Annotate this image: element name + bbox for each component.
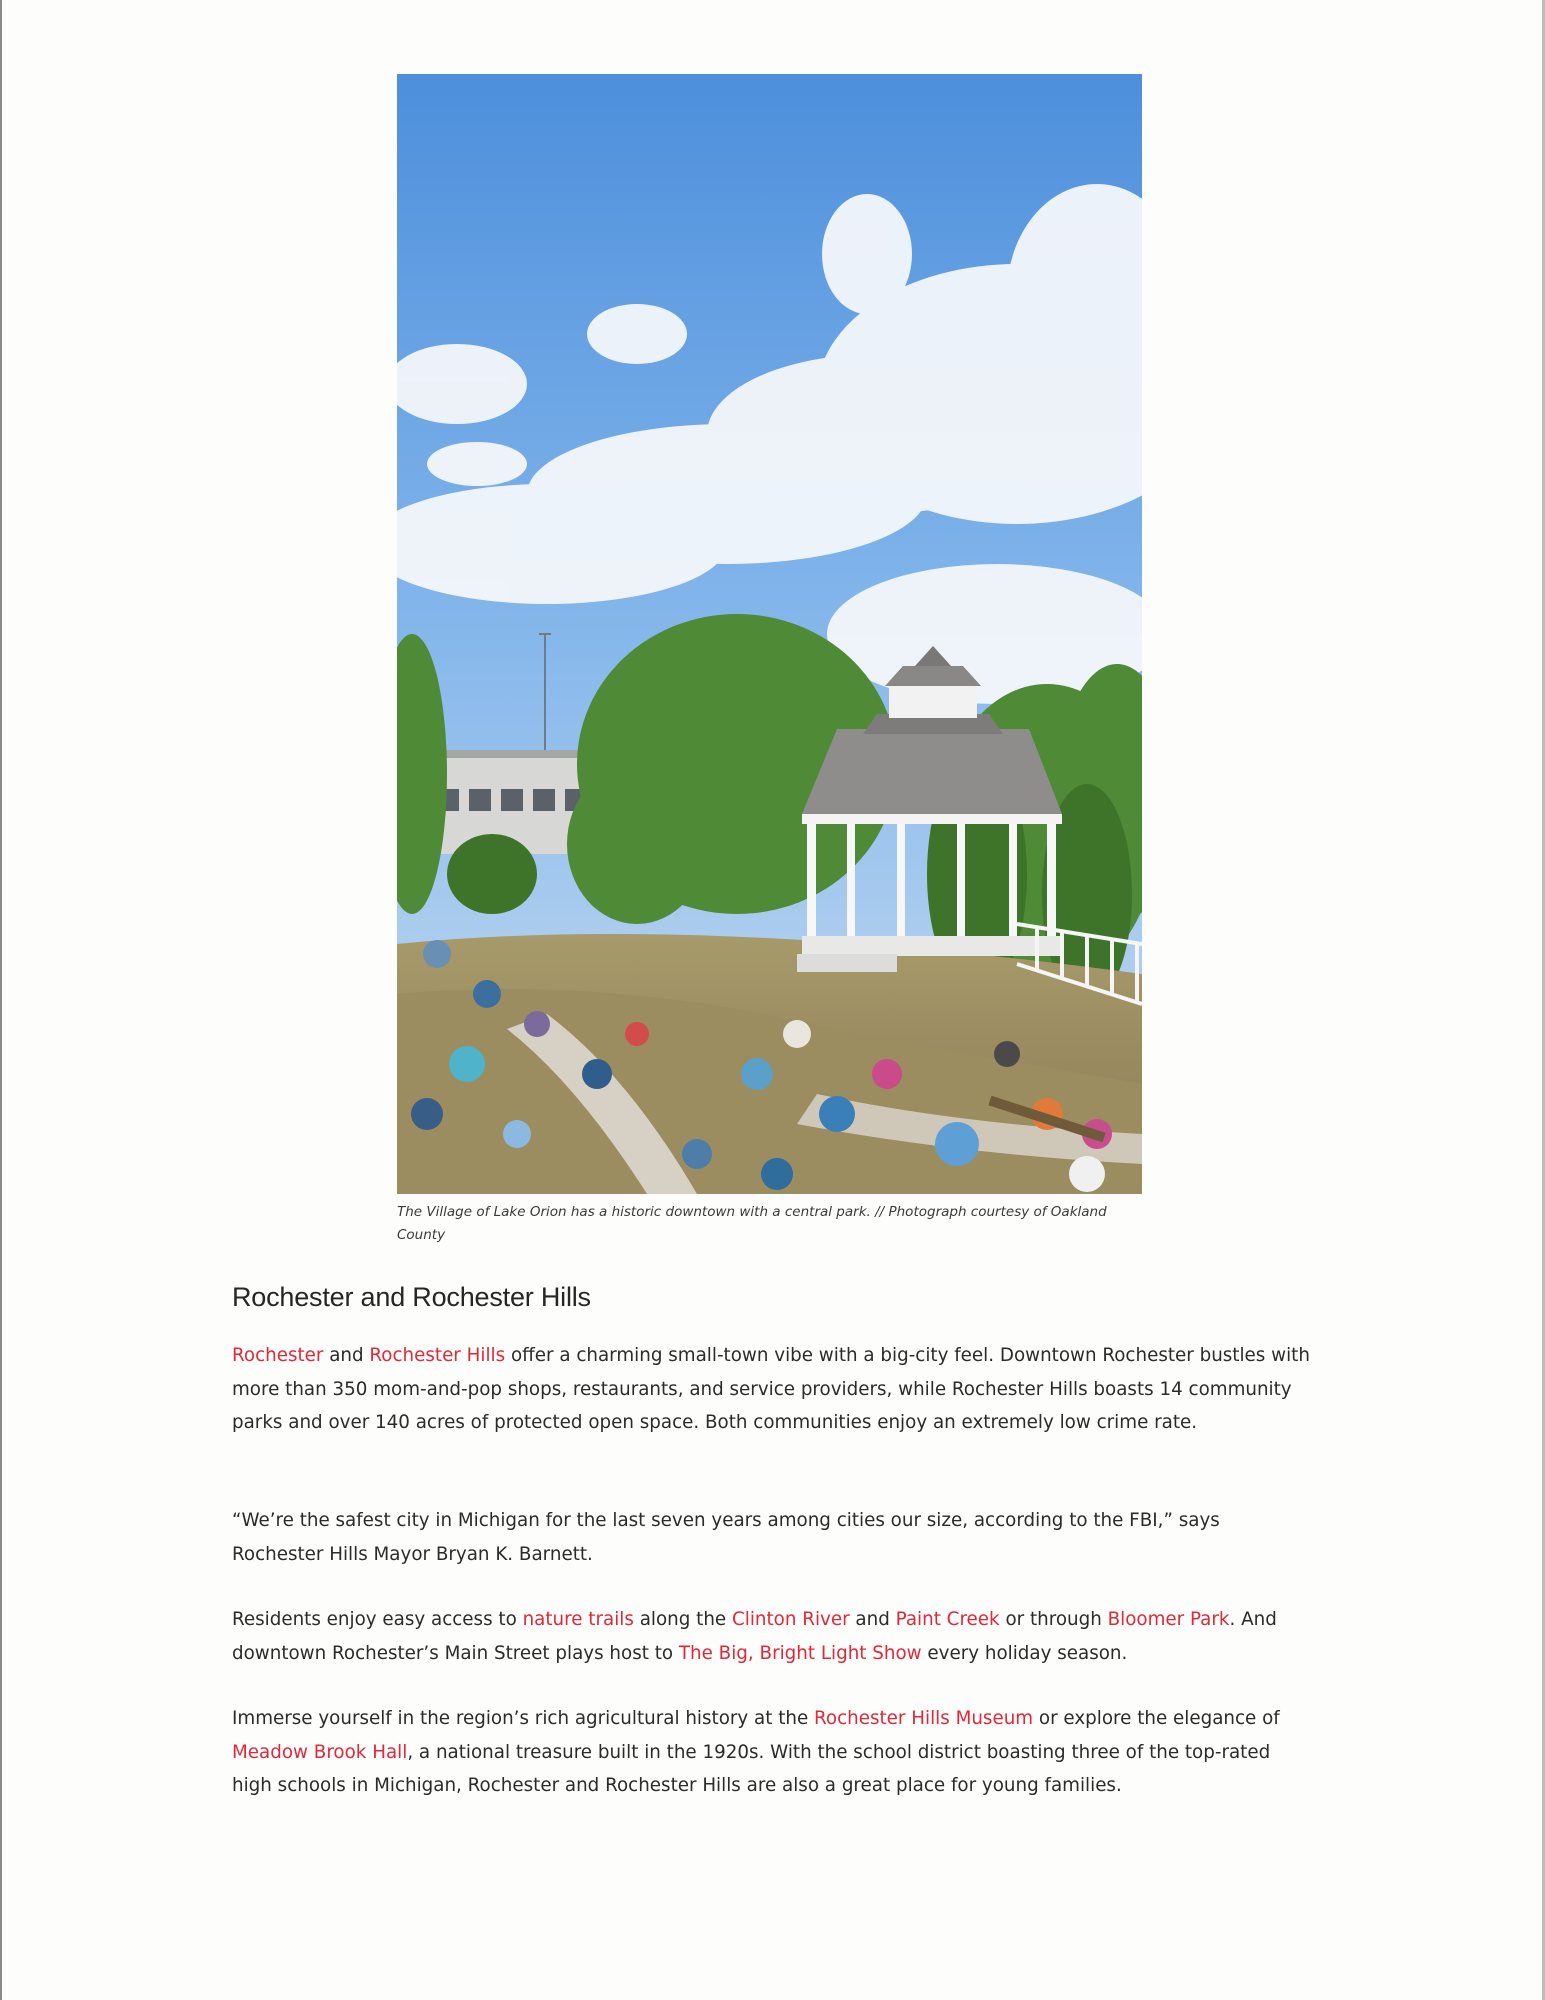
p3-text-2: along the xyxy=(633,1609,732,1630)
p3-text-4: or through xyxy=(999,1609,1108,1630)
link-paint-creek[interactable]: Paint Creek xyxy=(895,1609,1000,1630)
p3-text-6: every holiday season. xyxy=(921,1642,1128,1664)
paragraph-history xyxy=(232,1702,1312,1803)
park-gazebo-photo xyxy=(397,74,1142,1194)
p1-text-1: and xyxy=(323,1345,370,1366)
paragraph-quote: “We’re the safest city in Michigan for the last seven years among cities our size, according to the FBI,” says Rochester Hills Mayor Bryan K. Barnett. xyxy=(232,1510,1220,1565)
p3-text-1: Residents enjoy easy access to xyxy=(232,1609,523,1630)
link-meadow-brook-hall[interactable]: Meadow Brook Hall xyxy=(232,1741,408,1763)
link-clinton-river[interactable]: Clinton River xyxy=(731,1609,850,1630)
p3-text-3: and xyxy=(849,1609,896,1630)
link-nature-trails[interactable]: nature trails xyxy=(522,1609,634,1630)
p1-text-2: offer a charming small-town vibe with a big-city feel. Downtown Rochester bustles with more than 350 mom-and-pop shops, restaurants, and service providers, while Rochester Hills boasts 14 community parks and over 140 acres of protected open space. Both communities enjoy an extremely low crime rate. xyxy=(232,1345,1310,1433)
p4-text-2: or explore the elegance of xyxy=(1033,1708,1280,1729)
p3-text-5: . And downtown Rochester’s Main Street plays host to xyxy=(232,1609,1277,1664)
link-rochester[interactable]: Rochester xyxy=(232,1345,324,1366)
p4-text-1: Immerse yourself in the region’s rich agricultural history at the xyxy=(232,1708,815,1729)
link-rochester-hills[interactable]: Rochester Hills xyxy=(369,1345,506,1366)
link-bloomer-park[interactable]: Bloomer Park xyxy=(1107,1609,1230,1630)
section-heading: Rochester and Rochester Hills xyxy=(232,1282,591,1312)
paragraph-recreation xyxy=(232,1603,1312,1670)
photo-caption: The Village of Lake Orion has a historic downtown with a central park. // Photograph courtesy of Oakland County xyxy=(397,1204,1107,1243)
p4-text-3: , a national treasure built in the 1920s. With the school district boasting three of the top-rated high schools in Michigan, Rochester and Rochester Hills are also a great place for young families. xyxy=(232,1741,1271,1796)
paragraph-intro xyxy=(232,1339,1312,1440)
scan-left-edge xyxy=(0,0,2,2000)
link-museum[interactable]: Rochester Hills Museum xyxy=(814,1708,1034,1729)
link-light-show[interactable]: The Big, Bright Light Show xyxy=(678,1642,922,1664)
